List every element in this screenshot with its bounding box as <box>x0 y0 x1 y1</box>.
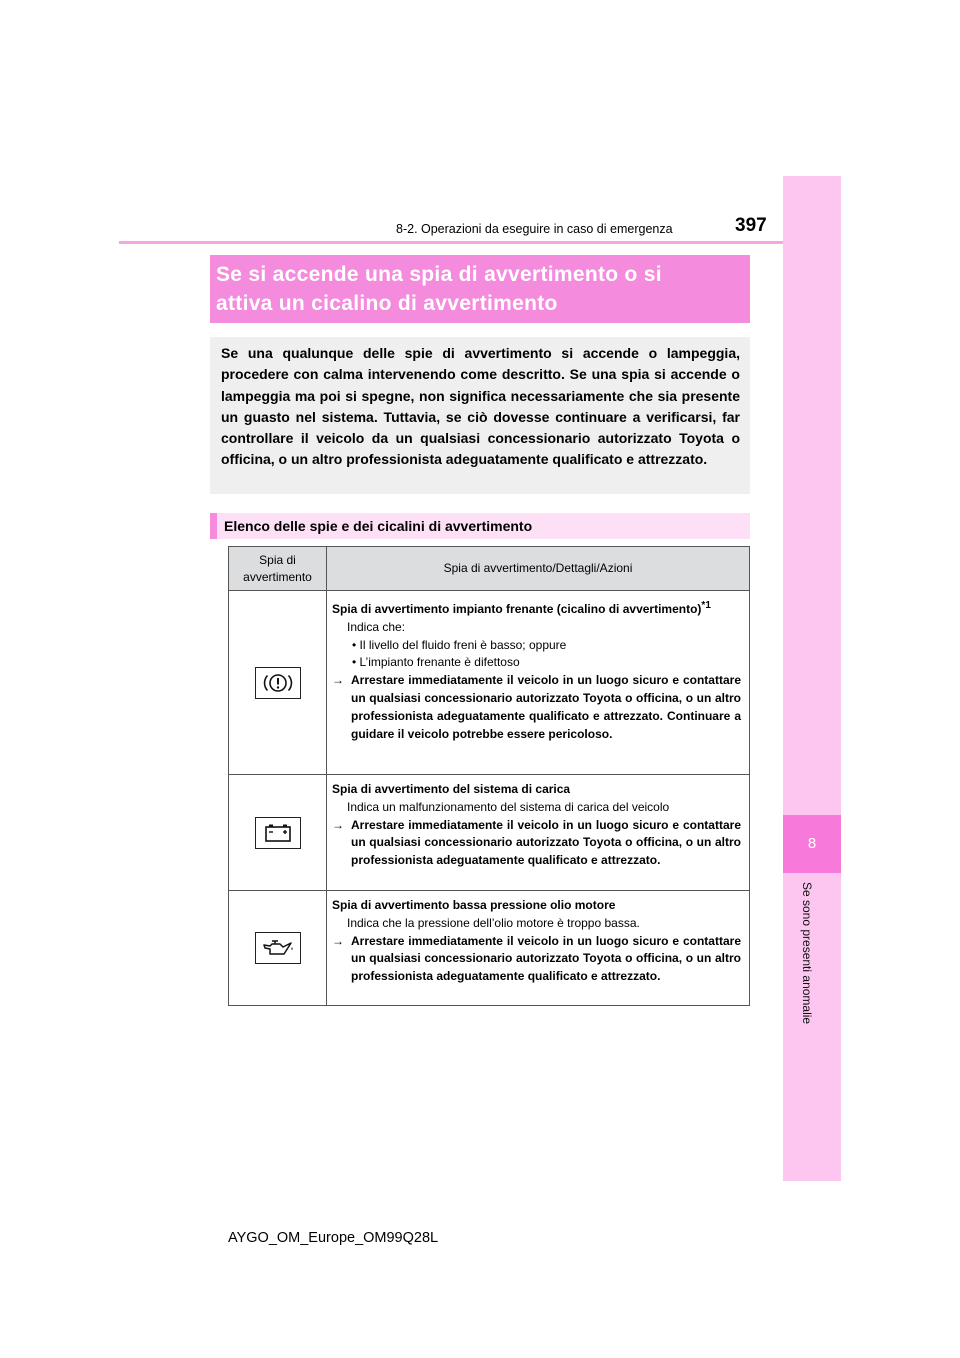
table-row <box>229 591 750 775</box>
chapter-number-tab: 8 <box>783 815 841 873</box>
section-title <box>216 260 744 318</box>
section-title-banner <box>210 255 750 323</box>
light-action: → Arrestare immediatamente il veicolo in un luogo sicuro e contattare un qualsiasi concessionario autorizzato Toyota o officina, o un altro professionista adeguatamente qualificato e attrezzato. Continuare a guidare il veicolo potrebbe essere pericoloso. <box>332 673 741 741</box>
header-rule <box>119 241 783 244</box>
page-number: 397 <box>735 215 767 236</box>
arrow-icon: → <box>332 933 344 948</box>
table-row <box>229 891 750 1006</box>
light-indicates: Indica che: <box>347 619 406 634</box>
col-header-details: Spia di avvertimento/Dettagli/Azioni <box>327 547 750 591</box>
running-head: 8-2. Operazioni da eseguire in caso di emergenza <box>396 222 673 236</box>
icon-cell <box>229 775 327 891</box>
intro-box <box>210 337 750 494</box>
light-title: Spia di avvertimento impianto frenante (cicalino di avvertimento)$^{*1}$ <box>332 600 711 616</box>
description-cell <box>327 891 750 1006</box>
icon-cell <box>229 891 327 1006</box>
light-bullet: • Il livello del fluido freni è basso; oppure <box>352 637 567 652</box>
battery-charge-warning-icon <box>255 817 301 849</box>
section-title-line1: Se si accende una spia di avvertimento o si <box>216 263 662 286</box>
intro-text: Se una qualunque delle spie di avvertimento si accende o lampeggia, procedere con calma intervenendo come descritto. Se una spia si accende o lampeggia ma poi si spegne, non significa necessariamente che sia presente un guasto nel sistema. Tuttavia, se ciò dovesse continuare a verificarsi, far controllare il veicolo da un qualsiasi concessionario autorizzato Toyota o officina, o un altro professionista adeguatamente qualificato e attrezzato. <box>221 345 740 468</box>
description-cell <box>327 591 750 775</box>
warning-lights-table <box>228 546 750 1006</box>
table-header-row <box>229 547 750 591</box>
description-cell <box>327 775 750 891</box>
col-header-light: Spia di avvertimento <box>229 547 327 591</box>
light-indicates: Indica un malfunzionamento del sistema di carica del veicolo <box>347 799 670 814</box>
light-action: → Arrestare immediatamente il veicolo in un luogo sicuro e contattare un qualsiasi concessionario autorizzato Toyota o officina, o un altro professionista adeguatamente qualificato e attrezzato. <box>332 933 741 984</box>
oil-pressure-warning-icon <box>255 932 301 964</box>
light-bullet: • L’impianto frenante è difettoso <box>352 655 520 670</box>
arrow-icon: → <box>332 817 344 832</box>
icon-cell <box>229 591 327 775</box>
light-action: → Arrestare immediatamente il veicolo in un luogo sicuro e contattare un qualsiasi concessionario autorizzato Toyota o officina, o un altro professionista adeguatamente qualificato e attrezzato. <box>332 817 741 868</box>
light-indicates: Indica che la pressione dell’olio motore è troppo bassa. <box>347 915 640 930</box>
brake-warning-icon <box>255 667 301 699</box>
light-title: Spia di avvertimento bassa pressione olio motore <box>332 898 616 912</box>
document-code: AYGO_OM_Europe_OM99Q28L <box>228 1230 439 1246</box>
light-title: Spia di avvertimento del sistema di carica <box>332 782 571 796</box>
subheading: Elenco delle spie e dei cicalini di avvertimento <box>224 518 533 534</box>
subheading-bar <box>210 513 750 539</box>
table-row <box>229 775 750 891</box>
arrow-icon: → <box>332 673 344 688</box>
section-title-line2: attiva un cicalino di avvertimento <box>216 292 558 315</box>
chapter-title-tab: Se sono presenti anomalie <box>800 882 814 1025</box>
